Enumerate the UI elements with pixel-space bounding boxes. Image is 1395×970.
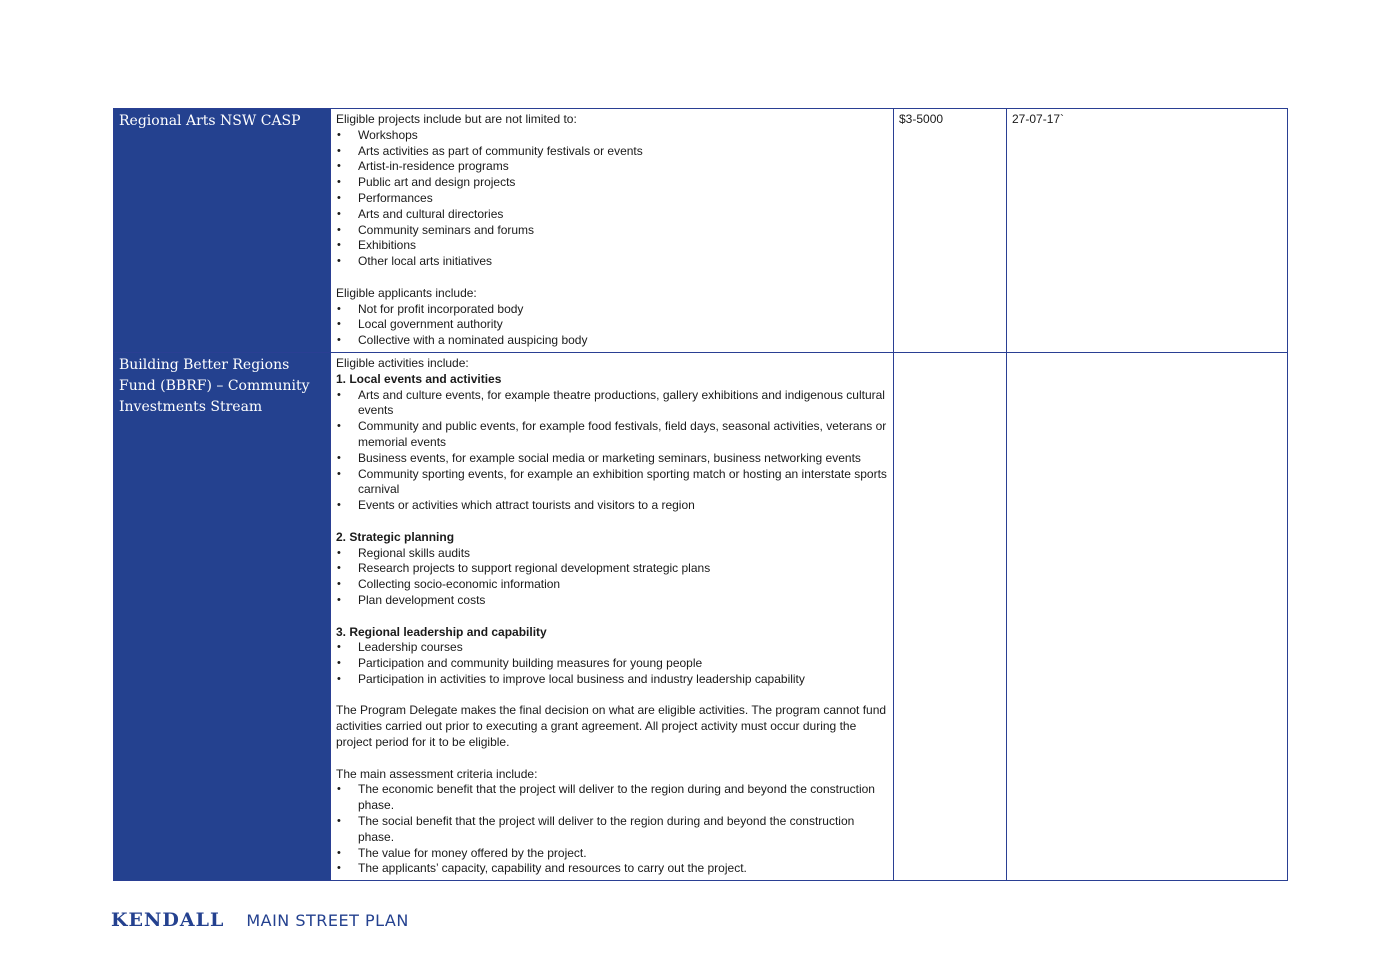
list-item: • Local government authority [358, 317, 888, 333]
list-item: • Research projects to support regional development strategic plans [358, 561, 888, 577]
grant-name-cell: Regional Arts NSW CASP [114, 109, 331, 353]
list-item: • Community and public events, for example food festivals, field days, seasonal activities, veterans or memorial events [358, 419, 888, 451]
footer-document-title: MAIN STREET PLAN [246, 911, 409, 930]
criteria-list [336, 782, 888, 877]
list-item: • Not for profit incorporated body [358, 302, 888, 318]
spacer [336, 751, 888, 767]
list-item: • Business events, for example social media or marketing seminars, business networking events [358, 451, 888, 467]
list-item: • Community seminars and forums [358, 223, 888, 239]
list-item: • The social benefit that the project will deliver to the region during and beyond the construction phase. [358, 814, 888, 846]
grant-date-cell: 27-07-17` [1007, 109, 1288, 353]
criteria-intro: The main assessment criteria include: [336, 766, 538, 781]
eligible-applicants-list [336, 302, 888, 349]
list-item: • Community sporting events, for example an exhibition sporting match or hosting an interstate sports carnival [358, 467, 888, 499]
list-item: • Participation and community building measures for young people [358, 656, 888, 672]
spacer [336, 514, 888, 530]
list-item: • Arts activities as part of community festivals or events [358, 144, 888, 160]
activity-list [336, 546, 888, 609]
spacer [336, 270, 888, 286]
list-item: • Collective with a nominated auspicing body [358, 333, 888, 349]
activity-list [336, 388, 888, 514]
list-item: • Events or activities which attract tourists and visitors to a region [358, 498, 888, 514]
footer-brand: KENDALL [111, 909, 225, 931]
list-item: • Leadership courses [358, 640, 888, 656]
activity-list [336, 640, 888, 687]
grant-amount-cell [894, 352, 1007, 880]
table-row [114, 109, 1288, 353]
list-item: • The applicants’ capacity, capability and resources to carry out the project. [358, 861, 888, 877]
grant-amount-cell: $3-5000 [894, 109, 1007, 353]
delegate-note: The Program Delegate makes the final decision on what are eligible activities. The program cannot fund activities carried out prior to executing a grant agreement. All project activity must occur during the project period for it to be eligible. [336, 703, 887, 750]
list-item: • Collecting socio-economic information [358, 577, 888, 593]
list-item: • The value for money offered by the project. [358, 846, 888, 862]
list-item: • Artist-in-residence programs [358, 159, 888, 175]
table-row [114, 352, 1288, 880]
section-heading: 2. Strategic planning [336, 529, 455, 544]
list-item: • Regional skills audits [358, 546, 888, 562]
list-item: • Plan development costs [358, 593, 888, 609]
grant-description-cell [331, 352, 894, 880]
list-item: • Performances [358, 191, 888, 207]
grant-description-cell [331, 109, 894, 353]
list-item: • Exhibitions [358, 238, 888, 254]
list-item: • The economic benefit that the project will deliver to the region during and beyond the construction phase. [358, 782, 888, 814]
eligible-projects-list [336, 128, 888, 270]
list-item: • Arts and culture events, for example theatre productions, gallery exhibitions and indigenous cultural events [358, 388, 888, 420]
grant-date-cell [1007, 352, 1288, 880]
list-item: • Participation in activities to improve local business and industry leadership capability [358, 672, 888, 688]
grant-name-cell: Building Better Regions Fund (BBRF) – Community Investments Stream [114, 352, 331, 880]
list-item: • Workshops [358, 128, 888, 144]
list-item: • Other local arts initiatives [358, 254, 888, 270]
page-footer [111, 909, 409, 931]
list-item: • Arts and cultural directories [358, 207, 888, 223]
section-heading: 1. Local events and activities [336, 371, 502, 386]
list-item: • Public art and design projects [358, 175, 888, 191]
eligible-activities-intro: Eligible activities include: [336, 355, 469, 370]
eligible-projects-intro: Eligible projects include but are not limited to: [336, 112, 577, 126]
eligible-applicants-intro: Eligible applicants include: [336, 285, 477, 300]
spacer [336, 688, 888, 704]
grants-table [113, 108, 1288, 881]
spacer [336, 609, 888, 625]
section-heading: 3. Regional leadership and capability [336, 624, 547, 639]
